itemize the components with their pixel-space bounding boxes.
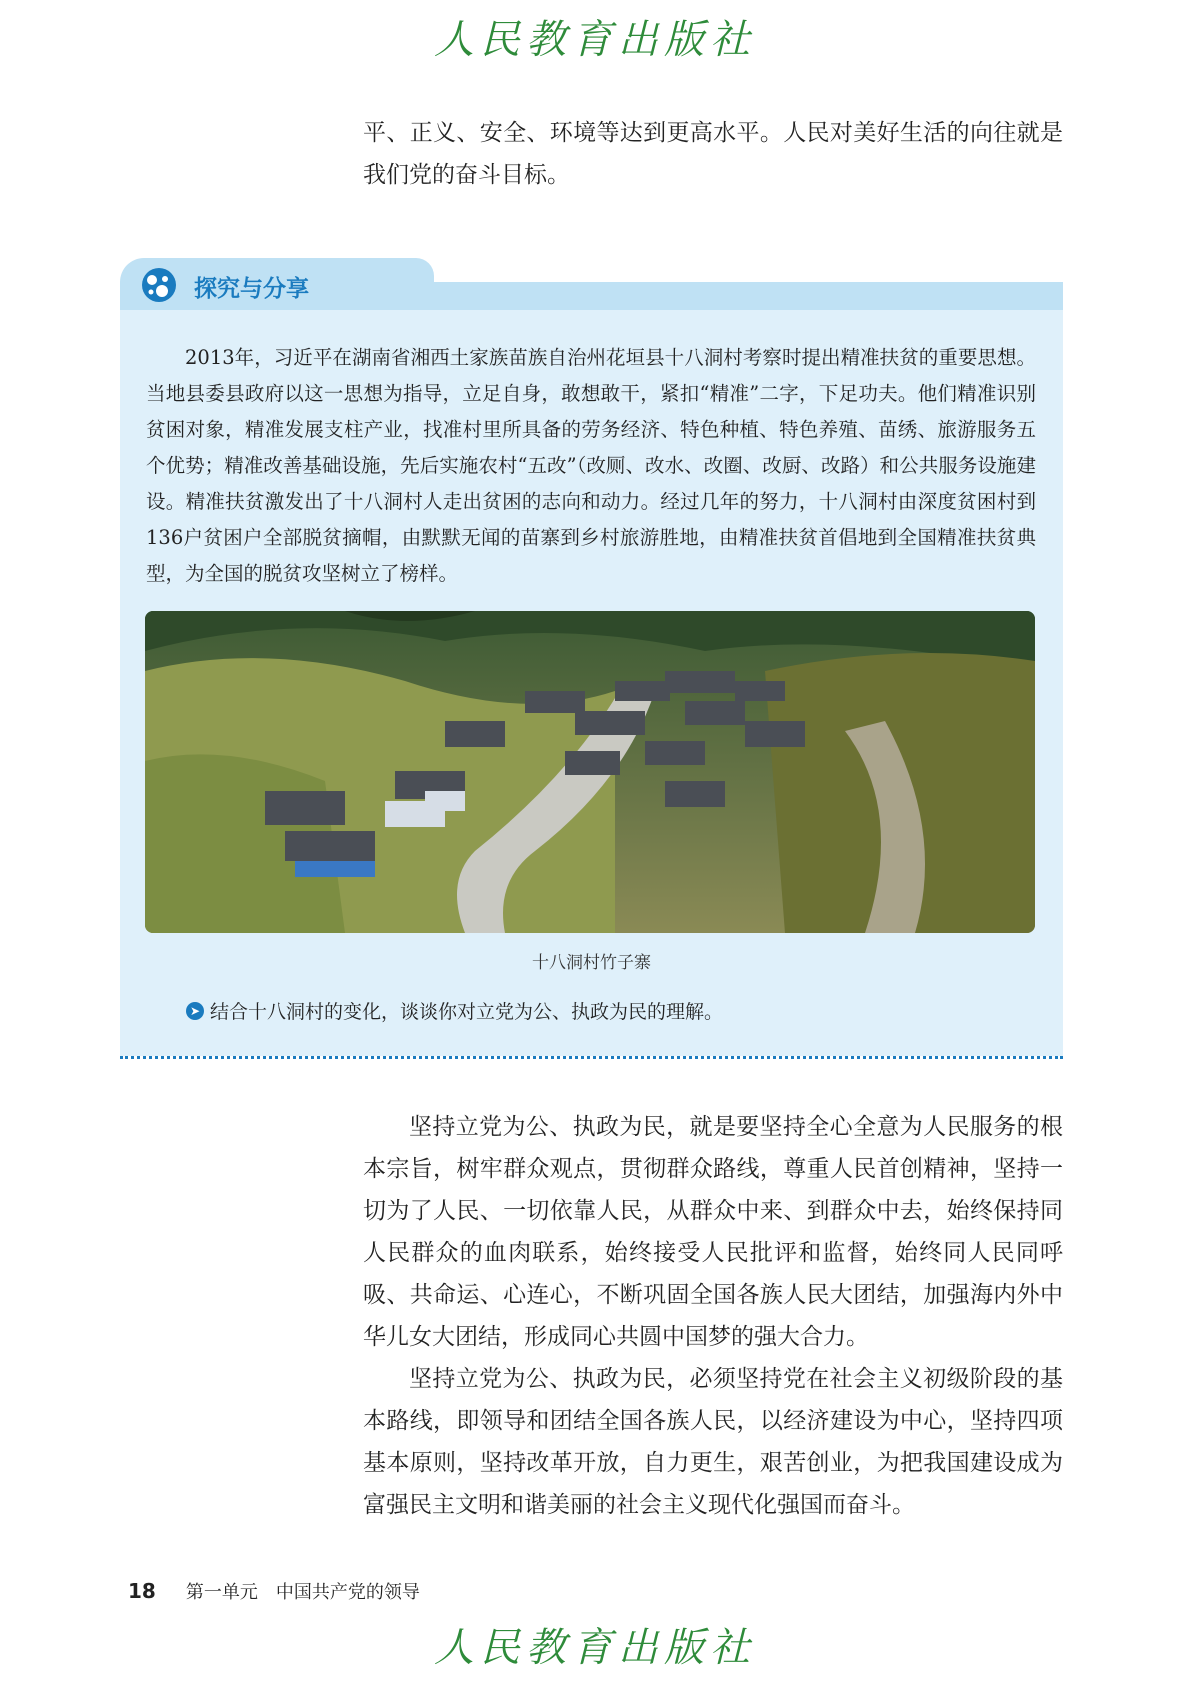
photo-caption: 十八洞村竹子寨 xyxy=(532,953,651,973)
explore-question xyxy=(186,997,723,1024)
page-number: 18 xyxy=(128,1579,156,1603)
footer-unit: 第一单元 xyxy=(185,1582,258,1603)
publisher-logo-top: 人民教育出版社 xyxy=(434,17,756,63)
explore-question-text: 结合十八洞村的变化，谈谈你对立党为公、执政为民的理解。 xyxy=(210,1001,724,1023)
village-photo xyxy=(145,611,1035,933)
paragraph-2: 坚持立党为公、执政为民，必须坚持党在社会主义初级阶段的基本路线，即领导和团结全国各族人民，以经济建设为中心，坚持四项基本原则，坚持改革开放，自力更生，艰苦创业，为把我国建设成为富强民主文明和谐美丽的社会主义现代化强国而奋斗。 xyxy=(363,1366,1063,1518)
dotted-divider xyxy=(120,1056,1063,1059)
explore-box-title: 探究与分享 xyxy=(194,276,309,302)
explore-globe-icon xyxy=(140,266,178,304)
paragraph-1: 坚持立党为公、执政为民，就是要坚持全心全意为人民服务的根本宗旨，树牢群众观点，贯彻群众路线，尊重人民首创精神，坚持一切为了人民、一切依靠人民，从群众中来、到群众中去，始终保持同人民群众的血肉联系，始终接受人民批评和监督，始终同人民同呼吸、共命运、心连心，不断巩固全国各族人民大团结，加强海内外中华儿女大团结，形成同心共圆中国梦的强大合力。 xyxy=(363,1114,1063,1350)
explore-box-text: 2013年，习近平在湖南省湘西土家族苗族自治州花垣县十八洞村考察时提出精准扶贫的重要思想。当地县委县政府以这一思想为指导，立足自身，敢想敢干，紧扣“精准”二字，下足功夫。他们精准识别贫困对象，精准发展支柱产业，找准村里所具备的劳务经济、特色种植、特色养殖、苗绣、旅游服务五个优势；精准改善基础设施，先后实施农村“五改”（改厕、改水、改圈、改厨、改路）和公共服务设施建设。精准扶贫激发出了十八洞村人走出贫困的志向和动力。经过几年的努力，十八洞村由深度贫困村到136户贫困户全部脱贫摘帽，由默默无闻的苗寨到乡村旅游胜地，由精准扶贫首倡地到全国精准扶贫典型，为全国的脱贫攻坚树立了榜样。 xyxy=(146,346,1036,585)
publisher-logo-bottom: 人民教育出版社 xyxy=(434,1625,756,1671)
footer-unit-title: 中国共产党的领导 xyxy=(275,1582,420,1603)
arrow-right-icon: ➤ xyxy=(186,1002,204,1020)
top-paragraph: 平、正义、安全、环境等达到更高水平。人民对美好生活的向往就是我们党的奋斗目标。 xyxy=(363,120,1063,188)
page-footer xyxy=(128,1578,420,1604)
